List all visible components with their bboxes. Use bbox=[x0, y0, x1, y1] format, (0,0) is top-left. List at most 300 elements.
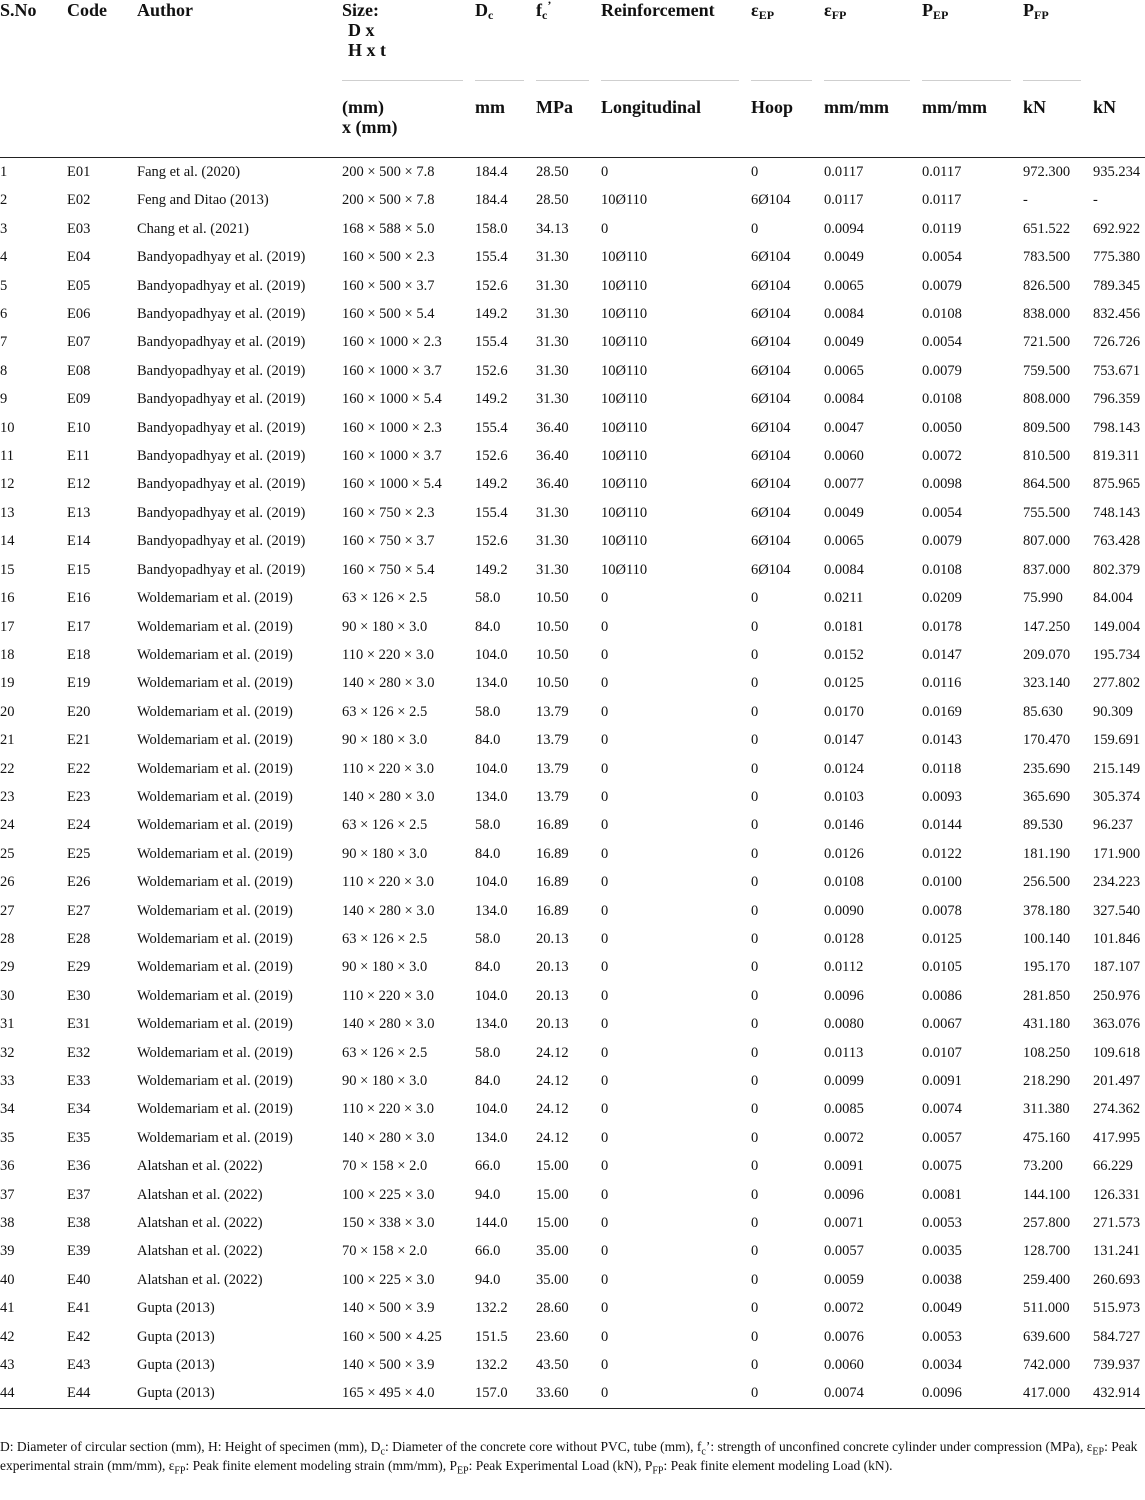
table-row bbox=[0, 470, 1145, 498]
table-row bbox=[0, 186, 1145, 214]
cell-fc: 10.50 bbox=[536, 618, 569, 635]
cell-p-ep: 0.0209 bbox=[922, 590, 962, 607]
cell-author: Gupta (2013) bbox=[137, 1357, 215, 1374]
cell-eps-ep: 0 bbox=[751, 732, 759, 749]
cell-dc: 157.0 bbox=[475, 1379, 536, 1408]
header-row bbox=[0, 0, 1145, 81]
cell-p-ep: 0.0049 bbox=[922, 1300, 962, 1317]
cell-last: 832.456 bbox=[1093, 306, 1141, 323]
cell-author: Alatshan et al. (2022) bbox=[137, 1243, 263, 1260]
cell-sno: 1 bbox=[0, 164, 8, 180]
cell-fc: 20.13 bbox=[536, 987, 569, 1004]
cell-eps-fp: 0.0181 bbox=[824, 618, 864, 635]
cell-eps-fp: 0.0147 bbox=[824, 732, 864, 749]
cell-sno: 12 bbox=[0, 476, 15, 493]
cell-code: E30 bbox=[67, 987, 91, 1004]
table-row bbox=[0, 1124, 1145, 1152]
cell-author: Woldemariam et al. (2019) bbox=[137, 902, 293, 919]
table-row bbox=[0, 953, 1145, 981]
cell-sno: 32 bbox=[0, 1044, 15, 1061]
cell-reinforcement: 0 bbox=[601, 703, 609, 720]
cell-reinforcement: 10Ø110 bbox=[601, 391, 648, 408]
cell-p-fp: - bbox=[1023, 192, 1028, 209]
cell-size: 90 × 180 × 3.0 bbox=[342, 845, 428, 862]
table-row bbox=[0, 1181, 1145, 1209]
cell-p-ep: 0.0117 bbox=[922, 192, 962, 209]
cell-author: Gupta (2013) bbox=[137, 1379, 342, 1408]
cell-fc: 16.89 bbox=[536, 845, 569, 862]
table-row bbox=[0, 527, 1145, 555]
cell-reinforcement: 10Ø110 bbox=[601, 334, 648, 351]
cell-p-fp: 864.500 bbox=[1023, 476, 1071, 493]
cell-author: Woldemariam et al. (2019) bbox=[137, 618, 293, 635]
cell-p-fp: 144.100 bbox=[1023, 1186, 1071, 1203]
cell-code: E02 bbox=[67, 192, 91, 209]
cell-author: Bandyopadhyay et al. (2019) bbox=[137, 362, 306, 379]
header-fc: $f_c^’$ bbox=[536, 0, 601, 81]
cell-sno: 7 bbox=[0, 334, 8, 351]
cell-size: 100 × 225 × 3.0 bbox=[342, 1271, 435, 1288]
cell-sno: 10 bbox=[0, 419, 15, 436]
cell-fc: 35.00 bbox=[536, 1243, 569, 1260]
cell-sno: 22 bbox=[0, 760, 15, 777]
cell-author: Alatshan et al. (2022) bbox=[137, 1158, 263, 1175]
cell-reinforcement: 0 bbox=[601, 732, 609, 749]
cell-size: 160 × 500 × 3.7 bbox=[342, 277, 435, 294]
cell-eps-ep: 0 bbox=[751, 1101, 759, 1118]
cell-p-fp: 147.250 bbox=[1023, 618, 1071, 635]
table-row bbox=[0, 414, 1145, 442]
cell-eps-fp: 0.0099 bbox=[824, 1073, 864, 1089]
cell-size: 140 × 280 × 3.0 bbox=[342, 1016, 435, 1033]
unit-eps-fp: mm/mm bbox=[824, 81, 922, 158]
cell-p-ep: 0.0038 bbox=[922, 1271, 962, 1288]
cell-size: 140 × 280 × 3.0 bbox=[342, 788, 435, 805]
cell-dc: 66.0 bbox=[475, 1158, 501, 1175]
cell-p-ep: 0.0169 bbox=[922, 703, 962, 720]
cell-author: Woldemariam et al. (2019) bbox=[137, 703, 293, 720]
cell-sno: 26 bbox=[0, 874, 15, 891]
cell-eps-fp: 0.0084 bbox=[824, 561, 864, 578]
cell-eps-fp: 0.0113 bbox=[824, 1044, 864, 1061]
cell-last: 515.973 bbox=[1093, 1300, 1141, 1317]
cell-dc: 132.2 bbox=[475, 1300, 508, 1317]
cell-size: 90 × 180 × 3.0 bbox=[342, 732, 428, 749]
cell-size: 110 × 220 × 3.0 bbox=[342, 646, 434, 663]
cell-code: E14 bbox=[67, 533, 91, 550]
cell-sno: 43 bbox=[0, 1357, 15, 1374]
cell-size: 63 × 126 × 2.5 bbox=[342, 590, 428, 607]
cell-sno: 42 bbox=[0, 1328, 15, 1345]
cell-dc: 152.6 bbox=[475, 362, 508, 379]
cell-p-fp: 259.400 bbox=[1023, 1271, 1071, 1288]
unit-code bbox=[67, 81, 137, 158]
cell-eps-ep: 0 bbox=[751, 1243, 759, 1260]
cell-eps-ep: 0 bbox=[751, 1129, 759, 1146]
cell-code: E23 bbox=[67, 788, 91, 805]
cell-reinforcement: 10Ø110 bbox=[601, 533, 648, 550]
cell-dc: 155.4 bbox=[475, 504, 508, 521]
cell-fc: 15.00 bbox=[536, 1215, 569, 1232]
table-row bbox=[0, 499, 1145, 527]
cell-eps-fp: 0.0124 bbox=[824, 760, 864, 777]
header-dc: $D_c$ bbox=[475, 0, 536, 81]
cell-size: 160 × 500 × 4.25 bbox=[342, 1328, 442, 1345]
cell-fc: 31.30 bbox=[536, 391, 569, 408]
cell-reinforcement: 0 bbox=[601, 220, 609, 237]
cell-dc: 149.2 bbox=[475, 476, 508, 493]
cell-sno: 36 bbox=[0, 1158, 15, 1175]
cell-eps-fp: 0.0047 bbox=[824, 419, 864, 436]
table-row bbox=[0, 1209, 1145, 1237]
cell-dc: 58.0 bbox=[475, 1044, 501, 1061]
cell-eps-ep: 6Ø104 bbox=[751, 448, 791, 465]
cell-reinforcement: 10Ø110 bbox=[601, 476, 648, 493]
cell-author: Gupta (2013) bbox=[137, 1328, 215, 1345]
cell-dc: 134.0 bbox=[475, 675, 508, 692]
cell-eps-ep: 0 bbox=[751, 590, 759, 607]
cell-eps-ep: 0 bbox=[751, 220, 759, 237]
cell-fc: 16.89 bbox=[536, 817, 569, 834]
cell-reinforcement: 0 bbox=[601, 646, 609, 663]
cell-author: Woldemariam et al. (2019) bbox=[137, 1044, 293, 1061]
cell-size: 110 × 220 × 3.0 bbox=[342, 874, 434, 891]
cell-author: Woldemariam et al. (2019) bbox=[137, 646, 293, 663]
cell-p-ep: 0.0108 bbox=[922, 306, 962, 323]
cell-code: E13 bbox=[67, 504, 91, 521]
cell-author: Feng and Ditao (2013) bbox=[137, 192, 269, 209]
table-row bbox=[0, 243, 1145, 271]
cell-code: E26 bbox=[67, 874, 91, 891]
cell-code: E27 bbox=[67, 902, 91, 919]
cell-eps-fp: 0.0049 bbox=[824, 334, 864, 351]
cell-size: 63 × 126 × 2.5 bbox=[342, 1044, 428, 1061]
cell-reinforcement: 0 bbox=[601, 1129, 609, 1146]
cell-p-fp: 511.000 bbox=[1023, 1300, 1070, 1317]
cell-sno: 39 bbox=[0, 1243, 15, 1260]
cell-dc: 94.0 bbox=[475, 1186, 501, 1203]
cell-code: E42 bbox=[67, 1328, 91, 1345]
cell-author: Bandyopadhyay et al. (2019) bbox=[137, 277, 306, 294]
cell-p-ep: 0.0091 bbox=[922, 1073, 962, 1089]
cell-dc: 149.2 bbox=[475, 306, 508, 323]
cell-reinforcement: 0 bbox=[601, 618, 609, 635]
cell-eps-fp: 0.0117 bbox=[824, 192, 864, 209]
cell-code: E37 bbox=[67, 1186, 91, 1203]
cell-fc: 13.79 bbox=[536, 788, 569, 805]
cell-size: 140 × 500 × 3.9 bbox=[342, 1357, 435, 1374]
cell-code: E11 bbox=[67, 448, 90, 465]
header-blank bbox=[1093, 0, 1145, 81]
cell-eps-ep: 0 bbox=[751, 703, 759, 720]
cell-p-fp: 639.600 bbox=[1023, 1328, 1071, 1345]
cell-eps-fp: 0.0077 bbox=[824, 476, 864, 493]
cell-code: E36 bbox=[67, 1158, 91, 1175]
cell-eps-ep: 0 bbox=[751, 1300, 759, 1317]
cell-last: 748.143 bbox=[1093, 504, 1141, 521]
cell-eps-ep: 0 bbox=[751, 618, 759, 635]
cell-last: 363.076 bbox=[1093, 1016, 1141, 1033]
cell-last: 692.922 bbox=[1093, 220, 1141, 237]
cell-fc: 24.12 bbox=[536, 1073, 569, 1089]
table-row bbox=[0, 755, 1145, 783]
cell-last: 875.965 bbox=[1093, 476, 1141, 493]
cell-eps-ep: 6Ø104 bbox=[751, 334, 791, 351]
cell-size: 63 × 126 × 2.5 bbox=[342, 703, 428, 720]
cell-fc: 33.60 bbox=[536, 1379, 601, 1408]
cell-p-fp: 281.850 bbox=[1023, 987, 1071, 1004]
cell-p-fp: 89.530 bbox=[1023, 817, 1063, 834]
cell-eps-fp: 0.0065 bbox=[824, 362, 864, 379]
table-row bbox=[0, 158, 1145, 187]
cell-p-fp: 75.990 bbox=[1023, 590, 1063, 607]
cell-author: Bandyopadhyay et al. (2019) bbox=[137, 306, 306, 323]
cell-code: E28 bbox=[67, 930, 91, 947]
cell-p-ep: 0.0035 bbox=[922, 1243, 962, 1260]
cell-eps-ep: 6Ø104 bbox=[751, 192, 791, 209]
cell-eps-ep: 6Ø104 bbox=[751, 391, 791, 408]
cell-reinforcement: 0 bbox=[601, 760, 609, 777]
cell-author: Alatshan et al. (2022) bbox=[137, 1271, 263, 1288]
cell-last: 775.380 bbox=[1093, 249, 1141, 266]
cell-p-fp: 218.290 bbox=[1023, 1073, 1071, 1089]
cell-reinforcement: 0 bbox=[601, 874, 609, 891]
cell-author: Woldemariam et al. (2019) bbox=[137, 1073, 293, 1089]
cell-p-ep: 0.0143 bbox=[922, 732, 962, 749]
header-eps-ep: $\varepsilon_{EP}$ bbox=[751, 0, 824, 81]
cell-fc: 24.12 bbox=[536, 1101, 569, 1118]
cell-fc: 31.30 bbox=[536, 277, 569, 294]
table-row bbox=[0, 840, 1145, 868]
cell-dc: 155.4 bbox=[475, 419, 508, 436]
cell-p-fp: 759.500 bbox=[1023, 362, 1071, 379]
cell-eps-fp: 0.0072 bbox=[824, 1129, 864, 1146]
cell-sno: 8 bbox=[0, 362, 8, 379]
cell-sno: 28 bbox=[0, 930, 15, 947]
cell-p-ep: 0.0116 bbox=[922, 675, 962, 692]
cell-last: 753.671 bbox=[1093, 362, 1141, 379]
cell-dc: 155.4 bbox=[475, 334, 508, 351]
cell-fc: 31.30 bbox=[536, 362, 569, 379]
cell-p-ep: 0.0122 bbox=[922, 845, 962, 862]
cell-eps-fp: 0.0096 bbox=[824, 1186, 864, 1203]
cell-p-fp: 810.500 bbox=[1023, 448, 1071, 465]
cell-p-ep: 0.0079 bbox=[922, 362, 962, 379]
cell-p-fp: 195.170 bbox=[1023, 959, 1071, 976]
cell-code: E05 bbox=[67, 277, 91, 294]
cell-code: E04 bbox=[67, 249, 91, 266]
cell-dc: 134.0 bbox=[475, 1016, 508, 1033]
cell-sno: 13 bbox=[0, 504, 15, 521]
cell-last: 819.311 bbox=[1093, 448, 1140, 465]
cell-fc: 10.50 bbox=[536, 590, 569, 607]
cell-eps-fp: 0.0049 bbox=[824, 249, 864, 266]
cell-eps-ep: 6Ø104 bbox=[751, 533, 791, 550]
cell-author: Alatshan et al. (2022) bbox=[137, 1186, 263, 1203]
cell-last: 798.143 bbox=[1093, 419, 1141, 436]
cell-reinforcement: 0 bbox=[601, 1186, 609, 1203]
cell-size: 90 × 180 × 3.0 bbox=[342, 959, 428, 976]
cell-dc: 132.2 bbox=[475, 1357, 508, 1374]
cell-author: Bandyopadhyay et al. (2019) bbox=[137, 448, 306, 465]
table-row bbox=[0, 613, 1145, 641]
cell-size: 160 × 500 × 5.4 bbox=[342, 306, 435, 323]
cell-p-ep: 0.0125 bbox=[922, 930, 962, 947]
cell-code: E41 bbox=[67, 1300, 91, 1317]
table-row bbox=[0, 982, 1145, 1010]
cell-fc: 35.00 bbox=[536, 1271, 569, 1288]
cell-author: Woldemariam et al. (2019) bbox=[137, 1129, 293, 1146]
table-row bbox=[0, 357, 1145, 385]
cell-size: 160 × 1000 × 2.3 bbox=[342, 334, 442, 351]
table-row bbox=[0, 584, 1145, 612]
cell-author: Fang et al. (2020) bbox=[137, 164, 241, 180]
cell-eps-fp: 0.0112 bbox=[824, 959, 864, 976]
cell-code: E15 bbox=[67, 561, 91, 578]
cell-eps-fp: 0.0084 bbox=[824, 391, 864, 408]
cell-eps-ep: 6Ø104 bbox=[751, 476, 791, 493]
cell-reinforcement: 0 bbox=[601, 845, 609, 862]
table-row bbox=[0, 300, 1145, 328]
cell-reinforcement: 10Ø110 bbox=[601, 249, 648, 266]
cell-eps-fp: 0.0146 bbox=[824, 817, 864, 834]
unit-reinforcement: Longitudinal bbox=[601, 81, 751, 158]
cell-p-fp: 838.000 bbox=[1023, 306, 1071, 323]
cell-last: - bbox=[1093, 192, 1098, 209]
cell-eps-fp: 0.0103 bbox=[824, 788, 864, 805]
cell-eps-ep: 0 bbox=[751, 1328, 759, 1345]
cell-dc: 152.6 bbox=[475, 448, 508, 465]
cell-code: E19 bbox=[67, 675, 91, 692]
cell-p-fp: 235.690 bbox=[1023, 760, 1071, 777]
cell-code: E06 bbox=[67, 306, 91, 323]
cell-dc: 84.0 bbox=[475, 1073, 501, 1089]
cell-last: 66.229 bbox=[1093, 1158, 1133, 1175]
cell-fc: 28.50 bbox=[536, 192, 569, 209]
cell-reinforcement: 0 bbox=[601, 164, 609, 180]
cell-eps-ep: 0 bbox=[751, 987, 759, 1004]
cell-p-ep: 0.0067 bbox=[922, 1016, 962, 1033]
cell-reinforcement: 10Ø110 bbox=[601, 306, 648, 323]
cell-sno: 44 bbox=[0, 1379, 67, 1408]
cell-dc: 144.0 bbox=[475, 1215, 508, 1232]
cell-code: E40 bbox=[67, 1271, 91, 1288]
cell-eps-fp: 0.0094 bbox=[824, 220, 864, 237]
cell-p-fp: 209.070 bbox=[1023, 646, 1071, 663]
cell-reinforcement: 0 bbox=[601, 817, 609, 834]
cell-fc: 31.30 bbox=[536, 334, 569, 351]
cell-eps-ep: 0 bbox=[751, 1158, 759, 1175]
cell-p-fp: 475.160 bbox=[1023, 1129, 1071, 1146]
cell-author: Woldemariam et al. (2019) bbox=[137, 987, 293, 1004]
cell-reinforcement: 0 bbox=[601, 987, 609, 1004]
cell-eps-ep: 6Ø104 bbox=[751, 362, 791, 379]
cell-sno: 41 bbox=[0, 1300, 15, 1317]
cell-fc: 13.79 bbox=[536, 732, 569, 749]
cell-eps-fp: 0.0126 bbox=[824, 845, 864, 862]
cell-code: E29 bbox=[67, 959, 91, 976]
cell-eps-ep: 0 bbox=[751, 1379, 824, 1408]
cell-p-ep: 0.0057 bbox=[922, 1129, 962, 1146]
cell-sno: 4 bbox=[0, 249, 8, 266]
cell-p-fp: 181.190 bbox=[1023, 845, 1071, 862]
cell-last: 234.223 bbox=[1093, 874, 1141, 891]
cell-reinforcement: 0 bbox=[601, 1300, 609, 1317]
cell-sno: 5 bbox=[0, 277, 8, 294]
cell-dc: 104.0 bbox=[475, 760, 508, 777]
unit-p-fp: kN bbox=[1023, 81, 1093, 158]
cell-eps-ep: 6Ø104 bbox=[751, 277, 791, 294]
cell-p-ep: 0.0100 bbox=[922, 874, 962, 891]
cell-code: E22 bbox=[67, 760, 91, 777]
cell-code: E35 bbox=[67, 1129, 91, 1146]
cell-fc: 28.60 bbox=[536, 1300, 569, 1317]
cell-fc: 20.13 bbox=[536, 1016, 569, 1033]
cell-sno: 31 bbox=[0, 1016, 15, 1033]
cell-last: 171.900 bbox=[1093, 845, 1141, 862]
cell-dc: 84.0 bbox=[475, 732, 501, 749]
cell-fc: 16.89 bbox=[536, 902, 569, 919]
cell-reinforcement: 0 bbox=[601, 788, 609, 805]
cell-size: 140 × 500 × 3.9 bbox=[342, 1300, 435, 1317]
cell-p-fp: 257.800 bbox=[1023, 1215, 1071, 1232]
cell-last: 101.846 bbox=[1093, 930, 1141, 947]
unit-author bbox=[137, 81, 342, 158]
cell-last: 432.914 bbox=[1093, 1379, 1145, 1408]
cell-p-ep: 0.0054 bbox=[922, 249, 962, 266]
cell-p-ep: 0.0054 bbox=[922, 334, 962, 351]
table-row bbox=[0, 1294, 1145, 1322]
cell-dc: 94.0 bbox=[475, 1271, 501, 1288]
cell-eps-ep: 6Ø104 bbox=[751, 306, 791, 323]
cell-code: E38 bbox=[67, 1215, 91, 1232]
cell-reinforcement: 0 bbox=[601, 1379, 751, 1408]
cell-author: Woldemariam et al. (2019) bbox=[137, 590, 293, 607]
cell-eps-ep: 0 bbox=[751, 959, 759, 976]
cell-p-fp: 108.250 bbox=[1023, 1044, 1071, 1061]
cell-eps-ep: 0 bbox=[751, 1215, 759, 1232]
cell-p-fp: 826.500 bbox=[1023, 277, 1071, 294]
cell-eps-fp: 0.0128 bbox=[824, 930, 864, 947]
cell-last: 96.237 bbox=[1093, 817, 1133, 834]
table-row bbox=[0, 811, 1145, 839]
cell-sno: 14 bbox=[0, 533, 15, 550]
cell-eps-fp: 0.0117 bbox=[824, 164, 864, 180]
cell-fc: 31.30 bbox=[536, 249, 569, 266]
cell-fc: 16.89 bbox=[536, 874, 569, 891]
cell-sno: 35 bbox=[0, 1129, 15, 1146]
cell-reinforcement: 0 bbox=[601, 675, 609, 692]
cell-eps-ep: 0 bbox=[751, 164, 759, 180]
cell-last: 274.362 bbox=[1093, 1101, 1141, 1118]
cell-author: Woldemariam et al. (2019) bbox=[137, 675, 293, 692]
cell-dc: 151.5 bbox=[475, 1328, 508, 1345]
cell-sno: 24 bbox=[0, 817, 15, 834]
cell-code: E01 bbox=[67, 164, 91, 180]
cell-last: 195.734 bbox=[1093, 646, 1141, 663]
cell-code: E12 bbox=[67, 476, 91, 493]
table-footnote: D: Diameter of circular section (mm), H: Height of specimen (mm), $D_c$: Diameter of the concrete core without PVC, tube (mm), $f_c$’: strength of unconfined concrete cylinder under compression (MPa), $\varepsilon_{EP}$: Peak experimental strain (mm/mm), $\varepsilon_{FP}$: Peak finite element modeling strain (mm/mm), $P_{EP}$: Peak Experimental Load (kN), $P_{FP}$: Peak finite element modeling Load (kN). bbox=[0, 1439, 1138, 1477]
cell-size: 70 × 158 × 2.0 bbox=[342, 1243, 428, 1260]
cell-last: 84.004 bbox=[1093, 590, 1133, 607]
cell-size: 140 × 280 × 3.0 bbox=[342, 675, 435, 692]
cell-eps-fp: 0.0065 bbox=[824, 277, 864, 294]
cell-eps-ep: 0 bbox=[751, 874, 759, 891]
cell-reinforcement: 10Ø110 bbox=[601, 561, 648, 578]
cell-dc: 149.2 bbox=[475, 561, 508, 578]
table-row bbox=[0, 442, 1145, 470]
cell-last: 131.241 bbox=[1093, 1243, 1141, 1260]
